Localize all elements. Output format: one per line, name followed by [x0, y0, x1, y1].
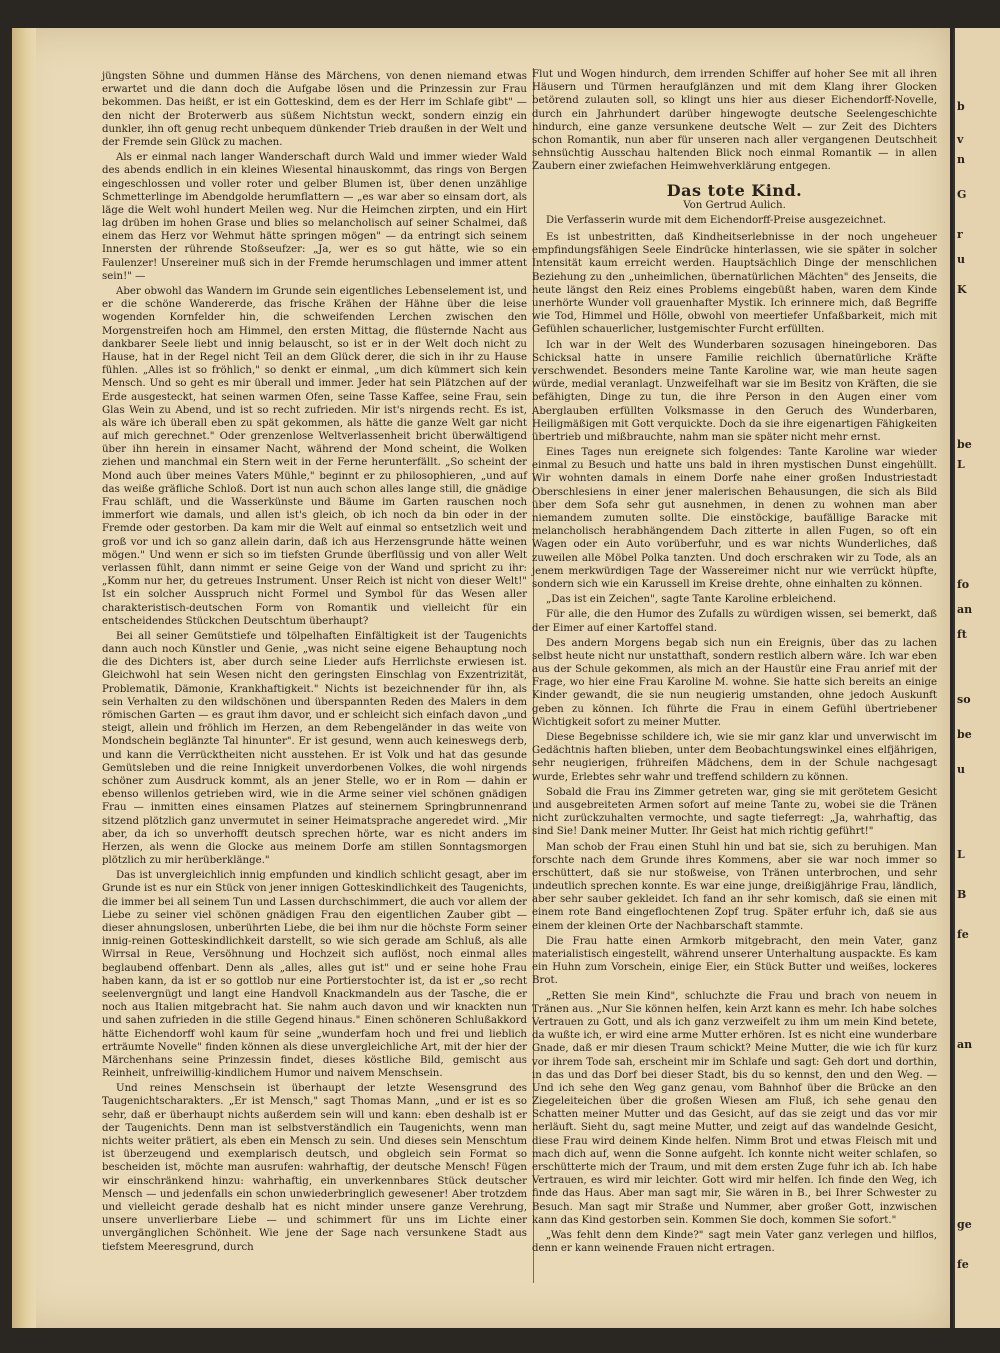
fragment: n [957, 153, 965, 166]
article-paragraph-10: Die Frau hatte einen Armkorb mitgebracht, den mein Vater, ganz materialistisch eingestellt, während unserer Unterhaltung auspackte. Es kam ein Huhn zum Vorschein, einige Eier, ein Stück Butter und weißes, lockeres Brot. [532, 935, 937, 987]
article-paragraph-6: Des andern Morgens begab sich nun ein Ereignis, über das zu lachen selbst heute nicht nur unstatthaft, sondern restlich albern wäre. Ich war eben aus der Schule gekommen, als mich an der Haustür eine Frau anrief mit der Frage, wo hier eine Frau Karoline M. wohne. Sie hatte sich bereits an einige Kinder gewandt, die sie nun neugierig umstanden, ohne jedoch Auskunft geben zu können. Ich führte die Frau in einem Gefühl übertriebener Wichtigkeit sofort zu meiner Mutter. [532, 637, 937, 728]
fragment: fo [957, 578, 970, 591]
left-paragraph-6: Und reines Menschsein ist überhaupt der letzte Wesensgrund des Taugenichtscharakters. „Er ist Mensch," sagt Thomas Mann, „und er ist es so sehr, daß er überhaupt nichts außerdem sein will und kann: eben deshalb ist er der Taugenichts. Denn man ist selbstverständlich ein Taugenichts, wenn man nichts weiter prätiert, als eben ein Mensch zu sein. Und dieses sein Menschtum ist überzeugend und exemplarisch deutsch, und obgleich sein Format so bescheiden ist, möchte man ausrufen: wahrhaftig, der deutsche Mensch! Fügen wir einschränkend hinzu: wahrhaftig, ein unverkennbares Stück deutscher Mensch — und jedenfalls ein schon unwiederbringlich gewesener! Aber trotzdem und vielleicht gerade deshalb hat es nicht minder unsere ganze Verehrung, unsere unverlierbare Liebe — und schimmert für uns im Lichte einer unvergänglichen Schönheit. Wie jene der Sage nach versunkene Stadt aus tiefstem Meeresgrund, durch [102, 1083, 527, 1253]
fragment: fe [957, 928, 969, 941]
left-column [102, 70, 527, 1256]
fragment: be [957, 438, 972, 451]
article-paragraph-4: „Das ist ein Zeichen", sagte Tante Karoline erbleichend. [546, 594, 837, 606]
fragment: u [957, 763, 965, 776]
fragment: b [957, 100, 965, 113]
fragment: ft [957, 628, 967, 641]
next-page-edge [953, 28, 1000, 1328]
fragment: an [957, 603, 973, 616]
fragment: L [957, 458, 965, 471]
fragment: ge [957, 1218, 972, 1231]
fragment: r [957, 228, 963, 241]
fragment: L [957, 848, 965, 861]
fragment: G [957, 188, 967, 201]
article-paragraph-9: Man schob der Frau einen Stuhl hin und bat sie, sich zu beruhigen. Man forschte nach dem Grunde ihres Kommens, aber sie war noch immer so erschüttert, daß sie nur stoßweise, von Tränen unterbrochen, und sehr undeutlich sprechen konnte. Es war eine junge, dreißigjährige Frau, ländlich, aber sehr sauber gekleidet. Ich fand an ihr sehr komisch, daß sie einen mit einem rote Band eingeflochtenen Zopf trug. Später erfuhr ich, daß sie aus einem der kleinen Orte der Nachbarschaft stammte. [532, 841, 937, 932]
left-paragraph-2: Als er einmal nach langer Wanderschaft durch Wald und immer wieder Wald des abends endlich in ein kleines Wiesental hinauskommt, das rings von Bergen eingeschlossen und voller roter und gelber Blumen ist, über denen unzählige Schmetterlinge im Abendgolde herumflattern — „es war aber so einsam dort, als läge die Welt wohl hundert Meilen weg. Nur die Heimchen zirpten, und ein Hirt lag drüben im hohen Grase und blies so melancholisch auf seiner Schalmei, daß einem das Herz vor Wehmut hätte springen mögen" — da entringt sich seinem Innersten der rührende Stoßseufzer: „Ja, wer es so gut hätte, wie so ein Faulenzer! Unsereiner muß sich in der Fremde herumschlagen und immer attent sein!" — [102, 152, 527, 282]
right-column [532, 68, 937, 1257]
article-paragraph-7: Diese Begebnisse schildere ich, wie sie mir ganz klar und unverwischt im Gedächtnis haften blieben, unter dem Beobachtungswinkel eines elfjährigen, sehr neugierigen, frühreifen Mädchens, dem in der Schule nachgesagt wurde, Erlebtes sehr wahr und treffend schildern zu können. [532, 732, 937, 783]
left-paragraph-1: jüngsten Söhne und dummen Hänse des Märchens, von denen niemand etwas erwartet und die dann doch die Aufgabe lösen und die Prinzessin zur Frau bekommen. Das heißt, er ist ein Gotteskind, dem es der Herr im Schlafe gibt" — den nicht der Broterwerb aus süßem Nichtstun weckt, sondern einzig ein dunkler, ihn oft genug recht unbequem dünkender Trieb draußen in der Welt und der Fremde sein Glück zu machen. [102, 71, 527, 148]
article-paragraph-3: Eines Tages nun ereignete sich folgendes: Tante Karoline war wieder einmal zu Besuch und hatte uns bald in ihren mystischen Dunst eingehüllt. Wir wohnten damals in einem Dorfe nahe einer großen Industriestadt Oberschlesiens in einer jener malerischen Behausungen, die sich als Bild über dem Sofa sehr gut ausnehmen, in denen zu wohnen man aber niemandem zumuten sollte. Die einstöckige, baufällige Baracke mit melancholisch herabhängendem Dach zitterte in allen Fugen, so oft ein Wagen oder ein Auto vorüberfuhr, und es war nichts Wunderliches, daß zuweilen alle Möbel Polka tanzten. Und doch erschraken wir zu Tode, als an jenem merkwürdigen Tage der Wassereimer nicht nur wie verrückt hüpfte, sondern sich wie ein Karussell im Kreise drehte, ohne einhalten zu können. [532, 447, 937, 590]
fragment: so [957, 693, 971, 706]
left-paragraph-5: Das ist unvergleichlich innig empfunden und kindlich schlicht gesagt, aber im Grunde ist es nur ein Stück von jener innigen Gotteskindlichkeit des Taugenichts, die immer bei all seinem Tun und Lassen durchschimmert, die auch vor allem der Liebe zu seiner viel schönen gnädigen Frau den eigentlichen Zauber gibt — dieser ahnungslosen, unberührten Liebe, die bei ihm nur die höchste Form seiner innig-reinen Gotteskindlichkeit darstellt, so wie sich gerade am Schluß, als alle Wirrsal in Reue, Versöhnung und Hochzeit sich auflöst, noch einmal alles beglaubend offenbart. Denn als „alles, alles gut ist" und er seine hohe Frau haben kann, da ist er so gottlob nur eine Portierstochter ist, da ist er „so recht seelenvergnügt und langt eine Handvoll Knackmandeln aus der Tasche, die er noch aus Italien mitgebracht hat. Sie nahm auch davon und wir knackten nun und sahen zufrieden in die stille Gegend hinaus." Einen schöneren Schlußakkord hätte Eichendorff wohl kaum für seine „wunderfam hoch und frei und lieblich erträumte Novelle" finden können als diese unvergleichliche Art, mit der hier der Märchenhans seine Prinzessin findet, dieses köstliche Bild, gemischt aus Reinheit, unfreiwillig-kindlichem Humor und naivem Menschsein. [102, 870, 527, 1080]
left-paragraph-4: Bei all seiner Gemütstiefe und tölpelhaften Einfältigkeit ist der Taugenichts dann auch noch Künstler und Genie, „was nicht seine eigene Behauptung noch die des Dichters ist, aber durch seine Lieder aufs Herrlichste erwiesen ist. Gleichwohl hat sein Wesen nicht den geringsten Einschlag von Exzentrizität, Problematik, Dämonie, Krankhaftigkeit." Nichts ist bezeichnender für ihn, als sein Verhalten zu den wildschönen und überspannten Reden des Malers in dem römischen Garten — es graut ihm davor, und er schleicht sich einfach davon „und steigt, allein und fröhlich im Herzen, an dem Rebengeländer in das weite von Mondschein beglänzte Tal hinunter". Er ist gesund, wenn auch keineswegs derb, und kann die Verrücktheiten nicht ausstehen. Er ist Volk und hat das gesunde Gemütsleben und die reine Innigkeit unverdorbenen Volkes, die wohl nirgends schöner zum Ausdruck kommt, als an jener Stelle, wo er in Rom — dahin er ebenso willenlos getrieben wird, wie in die Arme seiner viel schönen gnädigen Frau — inmitten eines einsamen Platzes auf steinernem Springbrunnenrand sitzend plötzlich ganz unvermutet in seiner Heimatsprache angeredet wird. „Mir aber, da ich so unverhofft deutsch sprechen hörte, war es nicht anders im Herzen, als wenn die Glocke aus meinem Dorfe am stillen Sonntagsmorgen plötzlich zu mir herüberklänge." [102, 630, 527, 867]
article-paragraph-11: „Retten Sie mein Kind", schluchzte die Frau und brach von neuem in Tränen aus. „Nur Sie können helfen, kein Arzt kann es mehr. Ich habe solches Vertrauen zu Gott, und als ich ganz verzweifelt zu ihm um mein Kind betete, da wußte ich, er wird eine arme Mutter erhören. Ist es nicht eine wunderbare Gnade, daß er mir diesen Traum schickt? Meine Mutter, die wie ich für kurz vor ihrem Tode sah, erscheint mir im Schlafe und sagt: Geh dort und dorthin, in das und das Dorf bei dieser Stadt, bis du so kennst, den und den Weg. — Und ich sehe den Weg ganz genau, vom Bahnhof über die Brücke an den Ziegeleiteichen über die großen Wiesen am Fluß, ich sehe genau den Schatten meiner Mutter und das Gesicht, auf das sie zeigt und das vor mir herläuft. Sieht du, sagt meine Mutter, und zeigt auf das wandelnde Gesicht, diese Frau wird deinem Kinde helfen. Nimm Brot und etwas Fleisch mit und mach dich auf, wenn die Sonne aufgeht. Ich konnte nicht weiter schlafen, so erschütterte mich der Traum, und mit dem ersten Zuge fuhr ich ab. Ich habe Vertrauen, es wird mir leichter. Gott wird mir helfen. Ich finde den Weg, ich finde das Haus. Aber man sagt mir, Sie wären in B., bei Ihrer Schwester zu Besuch. Man sagt mir Straße und Nummer, aber großer Gott, inzwischen kann das Kind gestorben sein. Kommen Sie doch, kommen Sie sofort." [532, 990, 937, 1226]
article-paragraph-5: Für alle, die den Humor des Zufalls zu würdigen wissen, sei bemerkt, daß der Eimer auf einer Kartoffel stand. [532, 609, 937, 634]
author-note: Die Verfasserin wurde mit dem Eichendorff-Preise ausgezeichnet. [546, 214, 887, 226]
article-title: Das tote Kind. [666, 180, 803, 200]
fragment: v [957, 133, 964, 146]
fragment: K [957, 283, 967, 296]
fragment: be [957, 728, 972, 741]
article-paragraph-2: Ich war in der Welt des Wunderbaren sozusagen hineingeboren. Das Schicksal hatte in unsere Familie reichlich übernatürliche Kräfte verschwendet. Besonders meine Tante Karoline war, wie man heute sagen würde, medial veranlagt. Unzweifelhaft war sie im Besitz von Kräften, die sie befähigten, Dinge zu tun, die ihre Person in den Augen einer vom Aberglauben erfüllten Volksmasse in den Geruch des Wunderbaren, Heiligmäßigen mit Gott verquickte. Doch da sie ihre eigenartigen Fähigkeiten übertrieb und mißbrauchte, nahm man sie später nicht mehr ernst. [532, 339, 937, 443]
fragment: B [957, 888, 967, 901]
article-paragraph-8: Sobald die Frau ins Zimmer getreten war, ging sie mit gerötetem Gesicht und ausgebreiteten Armen sofort auf meine Tante zu, wobei sie die Tränen nicht zurückzuhalten vermochte, und sagte tieferregt: „Ja, wahrhaftig, das sind Sie! Dank meiner Mutter. Ihr Geist hat mich richtig geführt!" [532, 786, 937, 838]
article-paragraph-12: „Was fehlt denn dem Kinde?" sagt mein Vater ganz verlegen und hilflos, denn er kann weinende Frauen nicht ertragen. [532, 1229, 937, 1255]
article-byline: Von Gertrud Aulich. [683, 199, 786, 211]
fragment: an [957, 1038, 973, 1051]
left-paragraph-3: Aber obwohl das Wandern im Grunde sein eigentliches Lebenselement ist, und er die schöne Wandererde, das frische Krähen der Hähne über die leise wogenden Kornfelder hin, die schweifenden Lerchen zwischen den Morgenstreifen hoch am Himmel, den ersten Mittag, die flüsternde Nacht aus dankbarer Seele liebt und innig belauscht, so ist er in der Welt doch nicht zu Hause, hat in der Regel nicht Teil an dem Glück derer, die sich in ihr zu Hause fühlen. „Alles ist so fröhlich," so denkt er einmal, „um dich kümmert sich kein Mensch. Und so geht es mir überall und immer. Jeder hat sein Plätzchen auf der Erde ausgesteckt, hat seinen warmen Ofen, seine Tasse Kaffee, seine Frau, sein Glas Wein zu Abend, und ist so recht zufrieden. Mir ist's nirgends recht. Es ist, als wäre ich überall eben zu spät gekommen, als hätte die ganze Welt gar nicht auf mich gerechnet." Oder grenzenlose Weltverlassenheit bricht überwältigend über ihn herein in einsamer Nacht, während der Mond scheint, die Wolken ziehen und manchmal ein Stern weit in der Ferne herunterfällt. „So scheint der Mond auch über meines Vaters Mühle," beginnt er zu philosophieren, „und auf das weiße gräfliche Schloß. Dort ist nun auch schon alles lange still, die gnädige Frau schläft, und die Wasserkünste und Bäume im Garten rauschen noch immerfort wie damals, und allen ist's gleich, ob ich noch da bin oder in der Fremde oder gestorben. Da kam mir die Welt auf einmal so entsetzlich weit und groß vor und ich so ganz allein darin, daß ich aus Herzensgrunde hätte weinen mögen." Und wenn er sich so im tiefsten Grunde überflüssig und von aller Welt verlassen fühlt, dann nimmt er seine Geige von der Wand und spricht zu ihr: „Komm nur her, du getreues Instrument. Unser Reich ist nicht von dieser Welt!" Ist ein solcher Ausspruch nicht Formel und Symbol für das Wesen aller charakteristisch-deutschen Form von Romantik und vielleicht für ein entscheidendes Stückchen Deutschtum überhaupt? [102, 286, 527, 627]
article-paragraph-1: Es ist unbestritten, daß Kindheitserlebnisse in der noch ungeheuer empfindungsfähigen Seele Eindrücke hinterlassen, wie sie später in solcher Intensität kaum erreicht werden. Hauptsächlich Dinge der menschlichen Beziehung zu den „unheimlichen, übernatürlichen Mächten" des Jenseits, die heute längst den Reiz eines Problems eingebüßt haben, waren dem Kinde unerhörte Wunder voll grauenhafter Mystik. Ich erinnere mich, daß Begriffe wie Tod, Himmel und Hölle, obwohl von meertiefer Unfaßbarkeit, mich mit Gefühlen schauerlicher, lustgemischter Furcht erfüllten. [532, 232, 937, 336]
continuation-paragraph: Flut und Wogen hindurch, dem irrenden Schiffer auf hoher See mit all ihren Häusern und Türmen heraufglänzen und mit dem Klang ihrer Glocken betörend zulauten soll, so klingt uns hier aus dieser Eichendorff-Novelle, durch ein Jahrhundert darüber hingewogte deutsche Seelengeschichte hindurch, eine ganze versunkene deutsche Welt — zur Zeit des Dichters schon Romantik, nun aber für unseren nach aller vergangenen Deutschheit sehnsüchtig Ausschau haltenden Blick noch einmal Romantik — in allen Zaubern einer zwiefachen Heimwehverklärung entgegen. [532, 69, 937, 173]
fragment: u [957, 253, 965, 266]
page-binding [12, 28, 36, 1328]
fragment: fe [957, 1258, 969, 1271]
